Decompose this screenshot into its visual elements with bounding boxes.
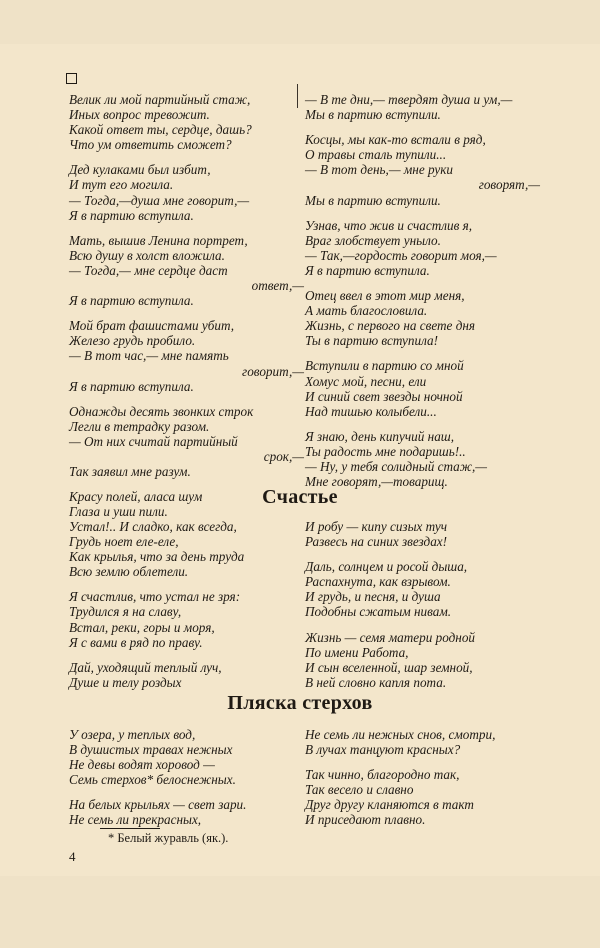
- top-margin: [0, 0, 600, 44]
- verse-line: Всю душу в холст вложила.: [69, 247, 225, 263]
- page-number: 4: [69, 849, 76, 864]
- square-ornament-icon: [66, 73, 77, 84]
- stanza-gap: [305, 348, 540, 358]
- verse-line: Отец ввел в этот мир меня,: [305, 288, 465, 304]
- poem3-title: Пляска стерхов: [227, 692, 373, 714]
- verse-line: И тут его могила.: [69, 177, 174, 193]
- verse-line: Глаза и уши пили.: [69, 504, 168, 520]
- verse-line: Даль, солнцем и росой дыша,: [305, 559, 468, 575]
- verse-line: Я знаю, день кипучий наш,: [305, 428, 455, 444]
- verse-line: Встал, реки, горы и моря,: [69, 619, 215, 635]
- stanza-gap: [69, 650, 304, 660]
- poem1-right-column: [305, 92, 540, 489]
- stanza-gap: [305, 419, 540, 429]
- verse-line: Не семь ли прекрасных,: [69, 812, 202, 828]
- verse-line: И приседают плавно.: [305, 812, 426, 828]
- verse-line: Мы в партию вступили.: [305, 192, 441, 208]
- verse-line: И грудь, и песня, и душа: [305, 589, 441, 605]
- verse-line: Я в партию вступила.: [69, 293, 194, 309]
- verse-line: О травы сталь тупили...: [305, 147, 447, 163]
- verse-line: Семь стерхов* белоснежных.: [69, 772, 236, 788]
- verse-line: Однажды десять звонких строк: [69, 403, 254, 419]
- poem3-left-column: [69, 727, 304, 828]
- verse-line: И робу — кипу сизых туч: [305, 519, 447, 534]
- verse-line: Распахнута, как взрывом.: [305, 574, 451, 590]
- verse-line: — Так,—гордость говорит моя,—: [305, 247, 497, 263]
- verse-line: Трудился я на славу,: [69, 604, 182, 620]
- verse-line: срок,—: [263, 448, 304, 464]
- poem2-title: Счастье: [262, 486, 338, 508]
- verse-line: На белых крыльях — свет зари.: [69, 797, 247, 813]
- verse-line: Я счастлив, что устал не зря:: [69, 589, 241, 605]
- verse-line: По имени Работа,: [305, 644, 409, 660]
- verse-line: Ты радость мне подаришь!..: [305, 443, 466, 459]
- stanza-gap: [69, 579, 304, 589]
- verse-line: Косцы, мы как-то встали в ряд,: [305, 132, 486, 148]
- verse-line: В душистых травах нежных: [69, 742, 233, 758]
- stanza-gap: [305, 278, 540, 288]
- verse-line: Жизнь — семя матери родной: [305, 629, 476, 645]
- verse-line: — В тот день,— мне руки: [305, 162, 454, 178]
- verse-line: В ней словно капля пота.: [305, 674, 447, 690]
- verse-line: Красу полей, аласа шум: [69, 489, 203, 505]
- verse-line: Железо грудь пробило.: [69, 333, 196, 349]
- stanza-gap: [69, 308, 304, 318]
- footnote: * Белый журавль (як.).: [108, 831, 229, 845]
- verse-line: Мать, вышив Ленина портрет,: [69, 232, 248, 248]
- verse-line: Узнав, что жив и счастлив я,: [305, 217, 473, 233]
- stanza-gap: [305, 620, 540, 630]
- verse-line: А мать благословила.: [305, 303, 428, 319]
- verse-line: Так весело и славно: [305, 782, 414, 798]
- verse-line: Дай, уходящий теплый луч,: [69, 659, 222, 675]
- stanza-gap: [69, 394, 304, 404]
- verse-line: говорят,—: [478, 177, 540, 193]
- verse-line: — В тот час,— мне память: [69, 348, 229, 364]
- verse-line: Я в партию вступила.: [305, 262, 430, 278]
- verse-line: — Тогда,— мне сердце даст: [69, 262, 228, 278]
- verse-line: Ты в партию вступила!: [305, 333, 438, 349]
- verse-line: Всю землю облетели.: [69, 564, 189, 580]
- verse-line: Я в партию вступила.: [69, 378, 194, 394]
- poem3-right-column: [305, 727, 540, 828]
- verse-line: В лучах танцуют красных?: [305, 742, 461, 758]
- verse-line: Что ум ответить сможет?: [69, 137, 232, 153]
- stanza-gap: [305, 208, 540, 218]
- verse-line: Вступили в партию со мной: [305, 358, 464, 374]
- verse-line: Мы в партию вступили.: [305, 107, 441, 123]
- verse-line: Так чинно, благородно так,: [305, 767, 460, 783]
- verse-line: Какой ответ ты, сердце, дашь?: [69, 122, 252, 138]
- verse-line: Развесь на синих звездах!: [305, 534, 448, 550]
- verse-line: ответ,—: [251, 278, 304, 294]
- stanza-gap: [69, 787, 304, 797]
- verse-line: Хомус мой, песни, ели: [305, 373, 427, 389]
- bottom-margin: [0, 876, 600, 948]
- stanza-gap: [305, 549, 540, 559]
- stanza-gap: [69, 152, 304, 162]
- poem2-left-column: [69, 519, 304, 690]
- verse-line: Мой брат фашистами убит,: [69, 318, 235, 334]
- verse-line: И синий свет звезды ночной: [305, 388, 463, 404]
- verse-line: У озера, у теплых вод,: [69, 727, 196, 742]
- footnote-rule: [100, 828, 160, 829]
- stanza-gap: [69, 223, 304, 233]
- verse-line: — В те дни,— твердят душа и ум,—: [305, 92, 513, 107]
- verse-line: говорит,—: [242, 363, 304, 379]
- verse-line: — Ну, у тебя солидный стаж,—: [305, 458, 488, 474]
- verse-line: Как крылья, что за день труда: [69, 549, 245, 565]
- verse-line: Друг другу кланяются в такт: [305, 797, 474, 813]
- verse-line: Я с вами в ряд по праву.: [69, 634, 203, 650]
- verse-line: Устал!.. И сладко, как всегда,: [69, 519, 237, 534]
- verse-line: — От них считай партийный: [69, 433, 238, 449]
- stanza-gap: [305, 122, 540, 132]
- verse-line: Враг злобствует уныло.: [305, 232, 441, 248]
- verse-line: — Тогда,—душа мне говорит,—: [69, 192, 250, 208]
- poem1-left-column: [69, 92, 304, 519]
- poem2-right-column: [305, 519, 540, 690]
- verse-line: Подобны сжатым нивам.: [305, 604, 452, 620]
- verse-line: Над тишью колыбели...: [305, 403, 437, 419]
- verse-line: Я в партию вступила.: [69, 207, 194, 223]
- verse-line: Дед кулаками был избит,: [69, 162, 211, 178]
- stanza-gap: [305, 757, 540, 767]
- verse-line: И сын вселенной, шар земной,: [305, 659, 473, 675]
- verse-line: Легли в тетрадку разом.: [69, 418, 210, 434]
- verse-line: Иных вопрос тревожит.: [69, 107, 210, 123]
- verse-line: Душе и телу роздых: [69, 674, 182, 690]
- verse-line: Велик ли мой партийный стаж,: [69, 92, 251, 107]
- verse-line: Грудь ноет еле-еле,: [69, 534, 179, 550]
- verse-line: Жизнь, с первого на свете дня: [305, 318, 476, 334]
- verse-line: Так заявил мне разум.: [69, 464, 191, 480]
- verse-line: Не семь ли нежных снов, смотри,: [305, 727, 496, 742]
- verse-line: Не девы водят хоровод —: [69, 757, 215, 773]
- verse-line: Мне говорят,—товарищ.: [305, 474, 448, 490]
